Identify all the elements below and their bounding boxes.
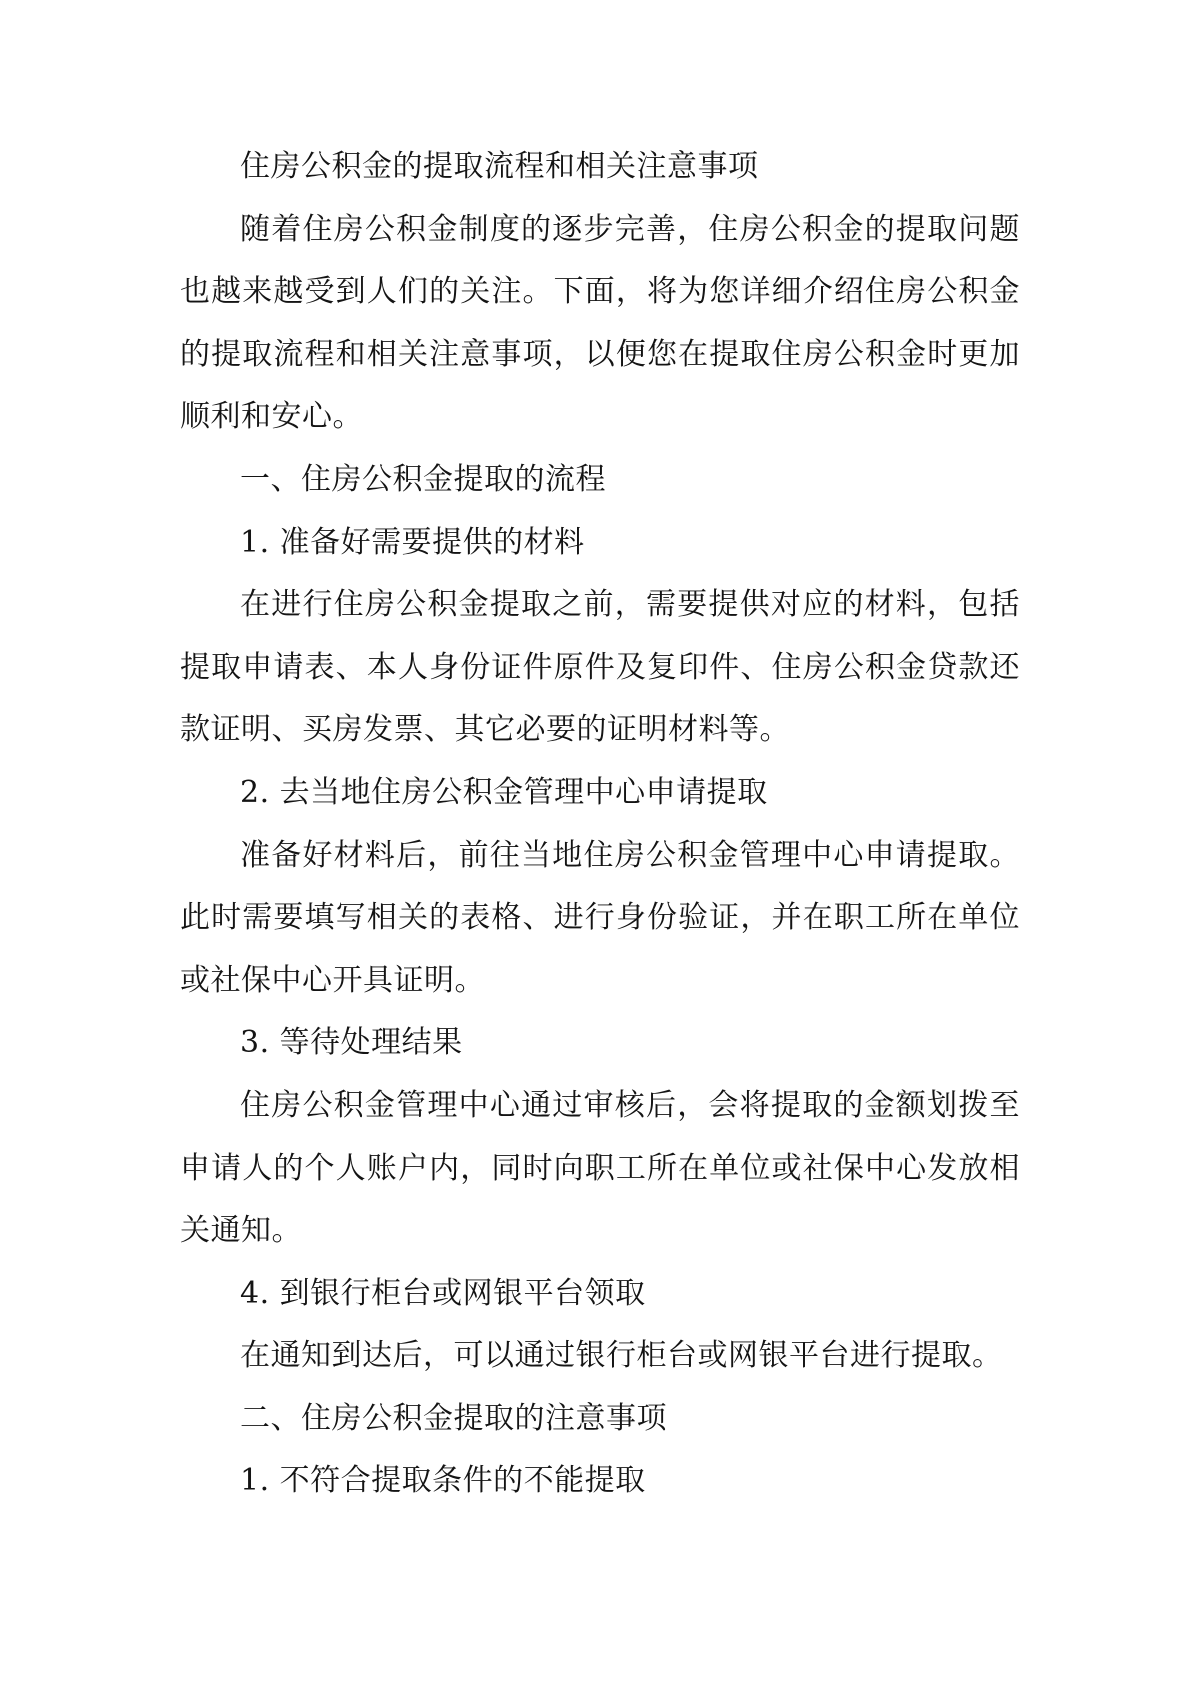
step-heading-2: 2. 去当地住房公积金管理中心申请提取 (240, 774, 768, 810)
step-body-1: 在进行住房公积金提取之前，需要提供对应的材料，包括提取申请表、本人身份证件原件及复印件、住房公积金贷款还款证明、买房发票、其它必要的证明材料等。 (180, 587, 1020, 748)
document-title: 住房公积金的提取流程和相关注意事项 (240, 149, 759, 184)
step-heading-1: 1. 准备好需要提供的材料 (240, 524, 585, 560)
document-body (180, 136, 1020, 1513)
step-body-3: 住房公积金管理中心通过审核后，会将提取的金额划拨至申请人的个人账户内，同时向职工所在单位或社保中心发放相关通知。 (180, 1087, 1020, 1249)
section-heading-notes: 二、住房公积金提取的注意事项 (240, 1400, 667, 1436)
step-heading-3: 3. 等待处理结果 (240, 1025, 463, 1061)
section-heading-process: 一、住房公积金提取的流程 (240, 461, 606, 497)
step-body-4: 在通知到达后，可以通过银行柜台或网银平台进行提取。 (240, 1338, 1003, 1374)
intro-paragraph: 随着住房公积金制度的逐步完善，住房公积金的提取问题也越来越受到人们的关注。下面，将为您详细介绍住房公积金的提取流程和相关注意事项，以便您在提取住房公积金时更加顺利和安心。 (180, 211, 1020, 435)
note-heading-1: 1. 不符合提取条件的不能提取 (240, 1463, 646, 1499)
step-heading-4: 4. 到银行柜台或网银平台领取 (240, 1275, 646, 1311)
step-body-2: 准备好材料后，前往当地住房公积金管理中心申请提取。此时需要填写相关的表格、进行身份验证，并在职工所在单位或社保中心开具证明。 (180, 837, 1020, 998)
